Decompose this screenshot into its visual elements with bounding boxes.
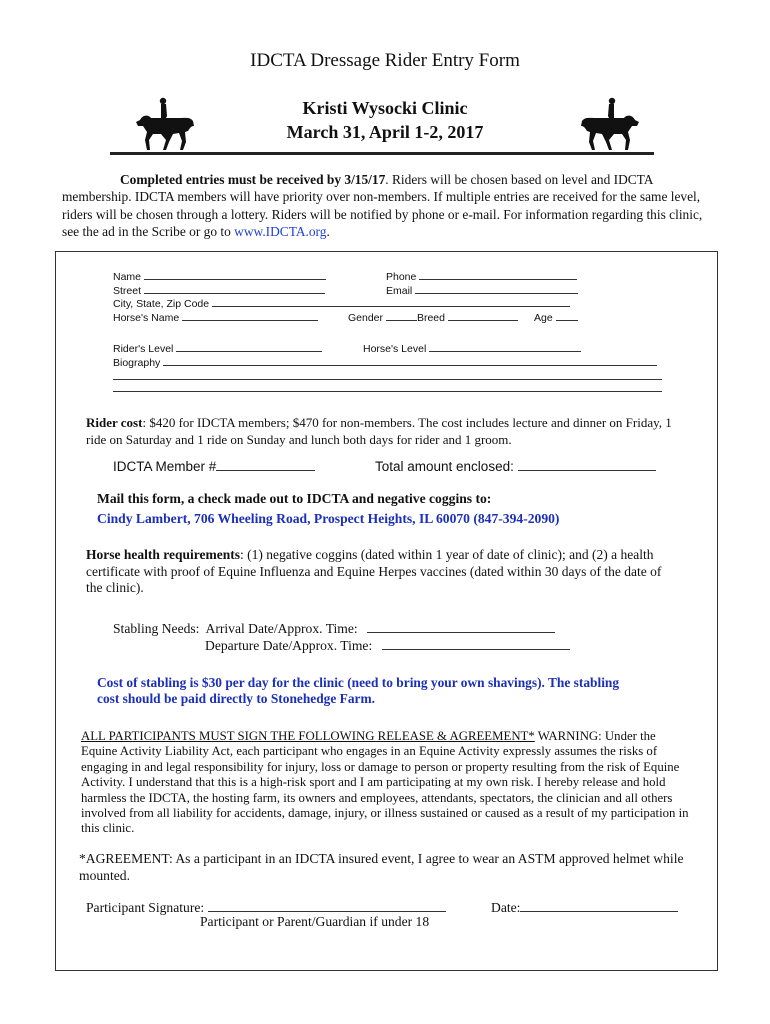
riders-level-blank[interactable] [176, 342, 322, 352]
horse-name-label: Horse's Name [113, 312, 180, 324]
name-label: Name [113, 271, 142, 283]
biography-blank[interactable] [163, 356, 657, 366]
header-rule [110, 152, 654, 155]
breed-label: Breed [416, 312, 445, 324]
clinic-dates: March 31, April 1-2, 2017 [286, 122, 484, 142]
biography-field[interactable] [113, 356, 657, 369]
street-label: Street [113, 285, 142, 297]
mail-address: Cindy Lambert, 706 Wheeling Road, Prospect Heights, IL 60070 (847-394-2090) [97, 511, 560, 526]
horses-level-field[interactable] [363, 342, 581, 355]
biography-line[interactable] [113, 391, 662, 392]
rider-cost-paragraph [86, 415, 672, 448]
stabling-cost-line2: cost should be paid directly to Stonehedge Farm. [97, 691, 375, 706]
street-field[interactable] [113, 284, 325, 297]
phone-field[interactable] [386, 270, 577, 283]
horses-level-label: Horse's Level [363, 343, 427, 355]
stabling-arrival[interactable] [113, 620, 555, 637]
biography-label: Biography [113, 357, 161, 369]
name-blank[interactable] [144, 270, 326, 280]
departure-blank[interactable] [382, 637, 570, 650]
phone-blank[interactable] [419, 270, 577, 280]
mail-instructions: Mail this form, a check made out to IDCTA and negative coggins to: [97, 491, 492, 506]
form-title: IDCTA Dressage Rider Entry Form [250, 50, 520, 71]
idcta-link[interactable]: www.IDCTA.org [234, 224, 327, 240]
email-blank[interactable] [415, 284, 578, 294]
clinic-name: Kristi Wysocki Clinic [302, 98, 468, 118]
age-blank[interactable] [556, 311, 578, 321]
gender-blank[interactable] [386, 311, 417, 321]
departure-label: Departure Date/Approx. Time: [205, 638, 373, 653]
release-paragraph [81, 729, 693, 837]
phone-label: Phone [386, 271, 417, 283]
total-amount-blank[interactable] [518, 457, 656, 471]
street-blank[interactable] [144, 284, 325, 294]
total-amount-field[interactable] [375, 457, 656, 474]
health-text: : (1) negative coggins (dated within 1 year of date of clinic); and (2) a health certificate with proof of Equine Influenza and Equine Herpes vaccines (dated within 30 days of the date of the clinic). [86, 547, 662, 596]
horse-name-blank[interactable] [182, 311, 318, 321]
date-label: Date: [491, 900, 521, 915]
arrival-label: Arrival Date/Approx. Time: [205, 621, 358, 636]
rider-cost-label: Rider cost [86, 415, 143, 430]
intro-paragraph [62, 171, 722, 241]
stabling-needs-label: Stabling Needs: [113, 621, 200, 636]
release-heading: ALL PARTICIPANTS MUST SIGN THE FOLLOWING RELEASE & AGREEMENT* [81, 729, 535, 743]
email-label: Email [386, 285, 413, 297]
age-field[interactable] [534, 311, 578, 324]
total-amount-label: Total amount enclosed: [375, 459, 514, 474]
intro-text: . Riders will be chosen based on level and IDCTA membership. IDCTA members will have priority over non-members. If multiple entries are received for the same level, riders will be chosen through a lottery. Riders will be notified by phone or e-mail. For information regarding this clinic, see the ad in the Scribe or go to [62, 172, 703, 240]
release-text: WARNING: Under the Equine Activity Liability Act, each participant who engages in an Equine Activity expressly assumes the risks of engaging in and legal responsibility for injury, loss or damage to person or property resulting from the risk of Equine Activity. I understand that this is a high-risk sport and I am participating at my own risk. I hereby release and hold harmless the IDCTA, the hosting farm, its owners and employees, attendants, spectators, the clinician and all others involved from all liability for accidents, damage, injury, or illness sustained or caused as a result of my participation in this clinic. [81, 729, 689, 836]
horse-name-field[interactable] [113, 311, 318, 324]
city-blank[interactable] [212, 297, 570, 307]
age-label: Age [534, 312, 553, 324]
arrival-blank[interactable] [367, 620, 555, 633]
riders-level-field[interactable] [113, 342, 322, 355]
health-requirements [86, 547, 664, 597]
city-label: City, State, Zip Code [113, 298, 210, 310]
member-number-field[interactable] [113, 457, 315, 474]
health-label: Horse health requirements [86, 547, 240, 562]
gender-field[interactable] [348, 311, 518, 324]
name-field[interactable] [113, 270, 326, 283]
deadline-text: Completed entries must be received by 3/15/17 [120, 172, 386, 187]
date-blank[interactable] [520, 899, 678, 912]
horses-level-blank[interactable] [429, 342, 581, 352]
breed-blank[interactable] [448, 311, 518, 321]
stabling-cost-line1: Cost of stabling is $30 per day for the clinic (need to bring your own shavings). The stabling [97, 675, 620, 690]
biography-line[interactable] [113, 379, 662, 380]
riders-level-label: Rider's Level [113, 343, 174, 355]
stabling-departure[interactable] [205, 637, 570, 654]
date-field[interactable] [491, 899, 678, 916]
signature-note: Participant or Parent/Guardian if under 18 [200, 914, 430, 929]
member-number-blank[interactable] [216, 457, 315, 471]
email-field[interactable] [386, 284, 578, 297]
gender-label: Gender [348, 312, 384, 324]
city-field[interactable] [113, 297, 570, 310]
signature-label: Participant Signature: [86, 900, 205, 915]
intro-end: . [326, 224, 330, 240]
signature-blank[interactable] [208, 899, 446, 912]
member-number-label: IDCTA Member # [113, 459, 217, 474]
agreement-text: *AGREEMENT: As a participant in an IDCTA insured event, I agree to wear an ASTM approved helmet while mounted. [79, 851, 684, 883]
rider-cost-text: : $420 for IDCTA members; $470 for non-members. The cost includes lecture and dinner on Friday, 1 ride on Saturday and 1 ride on Sunday and lunch both days for rider and 1 groom. [86, 415, 672, 447]
